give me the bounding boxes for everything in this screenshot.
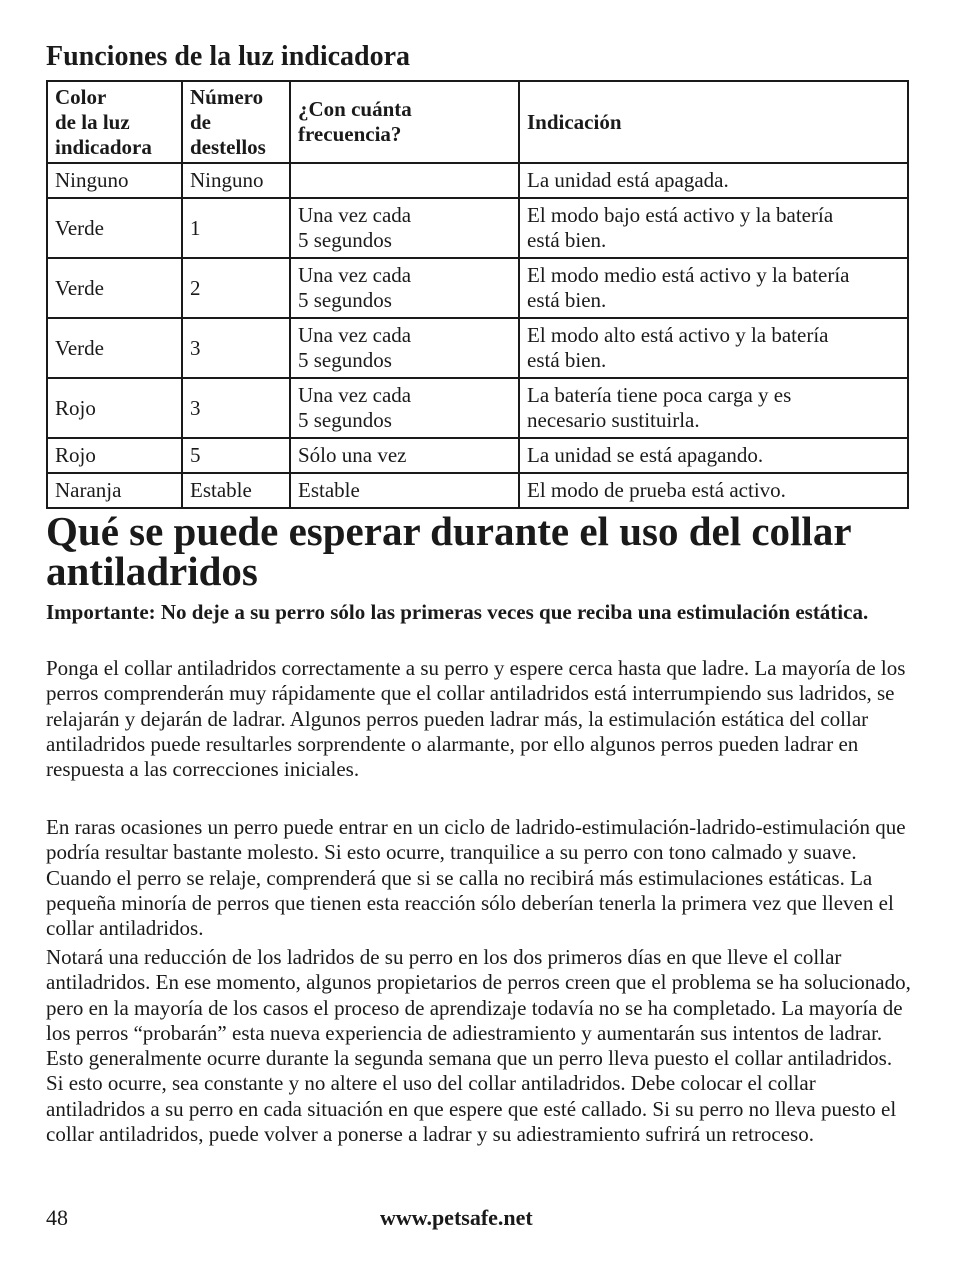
cell-color: Verde (47, 258, 182, 318)
table-row (47, 318, 908, 378)
table-row (47, 258, 908, 318)
cell-color: Verde (47, 198, 182, 258)
header-frequency: ¿Con cuánta frecuencia? (290, 81, 519, 163)
cell-color: Rojo (47, 438, 182, 473)
cell-color: Rojo (47, 378, 182, 438)
page-number: 48 (46, 1205, 68, 1230)
table-row (47, 378, 908, 438)
cell-flashes: 3 (182, 378, 290, 438)
cell-flashes: Ninguno (182, 163, 290, 198)
body-paragraph: Ponga el collar antiladridos correctamente a su perro y espere cerca hasta que ladre. La mayoría de los perros comprenderán muy rápidamente que el collar antiladridos está interrumpiendo sus ladridos, se relajarán y dejarán de ladrar. Algunos perros pueden ladrar más, la estimulación estática del collar antiladridos puede resultarles sorprendente o alarmante, por ello algunos perros pueden ladrar en respuesta a las correcciones iniciales. (46, 656, 906, 782)
important-note: Importante: No deje a su perro sólo las primeras veces que reciba una estimulación estática. (46, 600, 869, 624)
indicator-light-table (46, 80, 909, 509)
cell-flashes: 1 (182, 198, 290, 258)
body-paragraph: En raras ocasiones un perro puede entrar en un ciclo de ladrido-estimulación-ladrido-estimulación que podría resultar bastante molesto. Si esto ocurre, tranquilice a su perro con tono calmado y suave. Cuando el perro se relaje, comprenderá que si se calla no recibirá más estimulaciones estáticas. La pequeña minoría de perros que tienen esta reacción sólo deberían tenerla la primera vez que lleven el collar antiladridos. (46, 815, 906, 941)
cell-indication: El modo de prueba está activo. (519, 473, 908, 508)
body-paragraph: Notará una reducción de los ladridos de su perro en los dos primeros días en que lleve el collar antiladridos. En ese momento, algunos propietarios de perros creen que el problema se ha solucionado, pero en la mayoría de los casos el proceso de aprendizaje todavía no se ha completado. La mayoría de los perros “probarán” esta nueva experiencia de adiestramiento y aumentarán sus intentos de ladrar. Esto generalmente ocurre durante la segunda semana que un perro lleva puesto el collar antiladridos. Si esto ocurre, sea constante y no altere el uso del collar antiladridos. Debe colocar el collar antiladridos a su perro en cada situación en que espere que esté callado. Si su perro no lleva puesto el collar antiladridos, puede volver a ponerse a ladrar y su adiestramiento sufrirá un retroceso. (46, 945, 911, 1147)
cell-flashes: 5 (182, 438, 290, 473)
cell-frequency (290, 163, 519, 198)
cell-color: Ninguno (47, 163, 182, 198)
cell-indication: El modo medio está activo y la batería está bien. (519, 258, 908, 318)
table-title: Funciones de la luz indicadora (46, 41, 411, 72)
cell-indication: La batería tiene poca carga y es necesario sustituirla. (519, 378, 908, 438)
footer-url: www.petsafe.net (380, 1205, 533, 1230)
cell-color: Naranja (47, 473, 182, 508)
cell-flashes: 2 (182, 258, 290, 318)
cell-indication: El modo bajo está activo y la batería está bien. (519, 198, 908, 258)
table-row (47, 438, 908, 473)
cell-frequency: Una vez cada 5 segundos (290, 378, 519, 438)
table-row (47, 198, 908, 258)
table-header-row (47, 81, 908, 163)
cell-frequency: Estable (290, 473, 519, 508)
cell-frequency: Una vez cada 5 segundos (290, 318, 519, 378)
cell-flashes: Estable (182, 473, 290, 508)
cell-indication: La unidad está apagada. (519, 163, 908, 198)
table-row (47, 163, 908, 198)
cell-flashes: 3 (182, 318, 290, 378)
section-heading: Qué se puede esperar durante el uso del collar antiladridos (46, 508, 851, 594)
cell-indication: La unidad se está apagando. (519, 438, 908, 473)
cell-color: Verde (47, 318, 182, 378)
cell-frequency: Una vez cada 5 segundos (290, 198, 519, 258)
cell-frequency: Sólo una vez (290, 438, 519, 473)
cell-frequency: Una vez cada 5 segundos (290, 258, 519, 318)
table-row (47, 473, 908, 508)
header-light-color: Color de la luz indicadora (47, 81, 182, 163)
cell-indication: El modo alto está activo y la batería está bien. (519, 318, 908, 378)
header-indication: Indicación (519, 81, 908, 163)
header-flash-count: Número de destellos (182, 81, 290, 163)
